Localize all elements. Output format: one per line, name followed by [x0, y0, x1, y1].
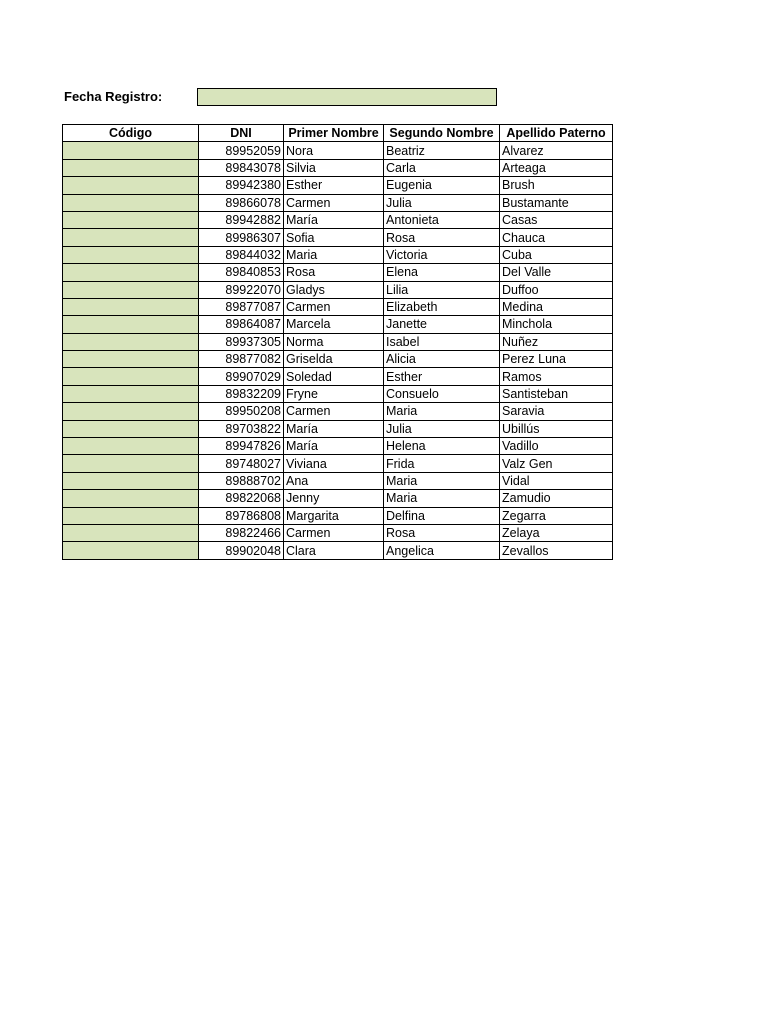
codigo-cell[interactable]	[63, 490, 199, 507]
apellido-paterno-cell: Bustamante	[500, 194, 613, 211]
primer-nombre-cell: Ana	[284, 472, 384, 489]
primer-nombre-cell: Griselda	[284, 351, 384, 368]
dni-cell: 89907029	[199, 368, 284, 385]
segundo-nombre-cell: Maria	[384, 490, 500, 507]
codigo-cell[interactable]	[63, 542, 199, 559]
codigo-cell[interactable]	[63, 351, 199, 368]
codigo-cell[interactable]	[63, 385, 199, 402]
segundo-nombre-cell: Elizabeth	[384, 298, 500, 315]
dni-cell: 89888702	[199, 472, 284, 489]
apellido-paterno-cell: Duffoo	[500, 281, 613, 298]
dni-cell: 89703822	[199, 420, 284, 437]
codigo-cell[interactable]	[63, 194, 199, 211]
table-row	[63, 194, 613, 211]
table-row	[63, 177, 613, 194]
segundo-nombre-cell: Angelica	[384, 542, 500, 559]
codigo-cell[interactable]	[63, 281, 199, 298]
apellido-paterno-cell: Vadillo	[500, 438, 613, 455]
apellido-paterno-cell: Minchola	[500, 316, 613, 333]
dni-cell: 89942882	[199, 211, 284, 228]
dni-cell: 89947826	[199, 438, 284, 455]
table-row	[63, 507, 613, 524]
codigo-cell[interactable]	[63, 368, 199, 385]
codigo-cell[interactable]	[63, 438, 199, 455]
primer-nombre-cell: Gladys	[284, 281, 384, 298]
segundo-nombre-cell: Beatriz	[384, 142, 500, 159]
primer-nombre-cell: Sofia	[284, 229, 384, 246]
segundo-nombre-cell: Julia	[384, 420, 500, 437]
dni-cell: 89866078	[199, 194, 284, 211]
codigo-cell[interactable]	[63, 159, 199, 176]
segundo-nombre-cell: Rosa	[384, 524, 500, 541]
apellido-paterno-cell: Del Valle	[500, 264, 613, 281]
apellido-paterno-cell: Valz Gen	[500, 455, 613, 472]
table-row	[63, 281, 613, 298]
apellido-paterno-cell: Zevallos	[500, 542, 613, 559]
codigo-cell[interactable]	[63, 211, 199, 228]
primer-nombre-cell: Viviana	[284, 455, 384, 472]
dni-cell: 89902048	[199, 542, 284, 559]
codigo-cell[interactable]	[63, 333, 199, 350]
apellido-paterno-cell: Santisteban	[500, 385, 613, 402]
segundo-nombre-cell: Carla	[384, 159, 500, 176]
primer-nombre-cell: Rosa	[284, 264, 384, 281]
dni-cell: 89786808	[199, 507, 284, 524]
table-row	[63, 298, 613, 315]
dni-cell: 89822068	[199, 490, 284, 507]
apellido-paterno-cell: Arteaga	[500, 159, 613, 176]
segundo-nombre-cell: Isabel	[384, 333, 500, 350]
codigo-cell[interactable]	[63, 455, 199, 472]
table-row	[63, 333, 613, 350]
column-header-primer-nombre: Primer Nombre	[284, 125, 384, 142]
primer-nombre-cell: María	[284, 438, 384, 455]
registro-table	[62, 124, 613, 560]
primer-nombre-cell: María	[284, 211, 384, 228]
segundo-nombre-cell: Helena	[384, 438, 500, 455]
apellido-paterno-cell: Brush	[500, 177, 613, 194]
apellido-paterno-cell: Perez Luna	[500, 351, 613, 368]
column-header-codigo: Código	[63, 125, 199, 142]
apellido-paterno-cell: Alvarez	[500, 142, 613, 159]
segundo-nombre-cell: Janette	[384, 316, 500, 333]
apellido-paterno-cell: Chauca	[500, 229, 613, 246]
primer-nombre-cell: Carmen	[284, 524, 384, 541]
apellido-paterno-cell: Zegarra	[500, 507, 613, 524]
primer-nombre-cell: Soledad	[284, 368, 384, 385]
segundo-nombre-cell: Frida	[384, 455, 500, 472]
segundo-nombre-cell: Rosa	[384, 229, 500, 246]
apellido-paterno-cell: Medina	[500, 298, 613, 315]
apellido-paterno-cell: Zamudio	[500, 490, 613, 507]
dni-cell: 89844032	[199, 246, 284, 263]
apellido-paterno-cell: Zelaya	[500, 524, 613, 541]
apellido-paterno-cell: Vidal	[500, 472, 613, 489]
fecha-registro-input[interactable]	[197, 88, 497, 106]
segundo-nombre-cell: Maria	[384, 403, 500, 420]
segundo-nombre-cell: Julia	[384, 194, 500, 211]
dni-cell: 89986307	[199, 229, 284, 246]
table-row	[63, 211, 613, 228]
codigo-cell[interactable]	[63, 316, 199, 333]
table-row	[63, 229, 613, 246]
segundo-nombre-cell: Alicia	[384, 351, 500, 368]
primer-nombre-cell: Marcela	[284, 316, 384, 333]
segundo-nombre-cell: Consuelo	[384, 385, 500, 402]
codigo-cell[interactable]	[63, 229, 199, 246]
primer-nombre-cell: Carmen	[284, 403, 384, 420]
segundo-nombre-cell: Antonieta	[384, 211, 500, 228]
codigo-cell[interactable]	[63, 298, 199, 315]
codigo-cell[interactable]	[63, 524, 199, 541]
dni-cell: 89950208	[199, 403, 284, 420]
codigo-cell[interactable]	[63, 472, 199, 489]
fecha-registro-label: Fecha Registro:	[64, 89, 163, 104]
segundo-nombre-cell: Eugenia	[384, 177, 500, 194]
codigo-cell[interactable]	[63, 420, 199, 437]
table-row	[63, 524, 613, 541]
codigo-cell[interactable]	[63, 142, 199, 159]
column-header-segundo-nombre: Segundo Nombre	[384, 125, 500, 142]
segundo-nombre-cell: Elena	[384, 264, 500, 281]
apellido-paterno-cell: Casas	[500, 211, 613, 228]
codigo-cell[interactable]	[63, 403, 199, 420]
dni-cell: 89822466	[199, 524, 284, 541]
dni-cell: 89937305	[199, 333, 284, 350]
table-row	[63, 351, 613, 368]
apellido-paterno-cell: Nuñez	[500, 333, 613, 350]
table-row	[63, 455, 613, 472]
segundo-nombre-cell: Delfina	[384, 507, 500, 524]
table-row	[63, 385, 613, 402]
segundo-nombre-cell: Maria	[384, 472, 500, 489]
column-header-dni: DNI	[199, 125, 284, 142]
table-row	[63, 142, 613, 159]
dni-cell: 89952059	[199, 142, 284, 159]
apellido-paterno-cell: Cuba	[500, 246, 613, 263]
table-row	[63, 490, 613, 507]
table-row	[63, 542, 613, 559]
segundo-nombre-cell: Victoria	[384, 246, 500, 263]
primer-nombre-cell: Carmen	[284, 298, 384, 315]
table-body	[63, 142, 613, 559]
dni-cell: 89877087	[199, 298, 284, 315]
primer-nombre-cell: María	[284, 420, 384, 437]
table-row	[63, 403, 613, 420]
dni-cell: 89832209	[199, 385, 284, 402]
codigo-cell[interactable]	[63, 177, 199, 194]
codigo-cell[interactable]	[63, 264, 199, 281]
primer-nombre-cell: Carmen	[284, 194, 384, 211]
table-row	[63, 316, 613, 333]
dni-cell: 89840853	[199, 264, 284, 281]
table-header-row	[63, 125, 613, 142]
primer-nombre-cell: Margarita	[284, 507, 384, 524]
primer-nombre-cell: Fryne	[284, 385, 384, 402]
segundo-nombre-cell: Lilia	[384, 281, 500, 298]
segundo-nombre-cell: Esther	[384, 368, 500, 385]
table-row	[63, 159, 613, 176]
table-row	[63, 264, 613, 281]
primer-nombre-cell: Nora	[284, 142, 384, 159]
dni-cell: 89942380	[199, 177, 284, 194]
apellido-paterno-cell: Ramos	[500, 368, 613, 385]
primer-nombre-cell: Maria	[284, 246, 384, 263]
apellido-paterno-cell: Saravia	[500, 403, 613, 420]
codigo-cell[interactable]	[63, 246, 199, 263]
table-row	[63, 368, 613, 385]
dni-cell: 89922070	[199, 281, 284, 298]
primer-nombre-cell: Silvia	[284, 159, 384, 176]
table-row	[63, 246, 613, 263]
primer-nombre-cell: Esther	[284, 177, 384, 194]
dni-cell: 89877082	[199, 351, 284, 368]
primer-nombre-cell: Jenny	[284, 490, 384, 507]
dni-cell: 89748027	[199, 455, 284, 472]
codigo-cell[interactable]	[63, 507, 199, 524]
apellido-paterno-cell: Ubillús	[500, 420, 613, 437]
dni-cell: 89864087	[199, 316, 284, 333]
table-row	[63, 420, 613, 437]
table-row	[63, 438, 613, 455]
table-row	[63, 472, 613, 489]
primer-nombre-cell: Norma	[284, 333, 384, 350]
dni-cell: 89843078	[199, 159, 284, 176]
column-header-apellido-paterno: Apellido Paterno	[500, 125, 613, 142]
primer-nombre-cell: Clara	[284, 542, 384, 559]
